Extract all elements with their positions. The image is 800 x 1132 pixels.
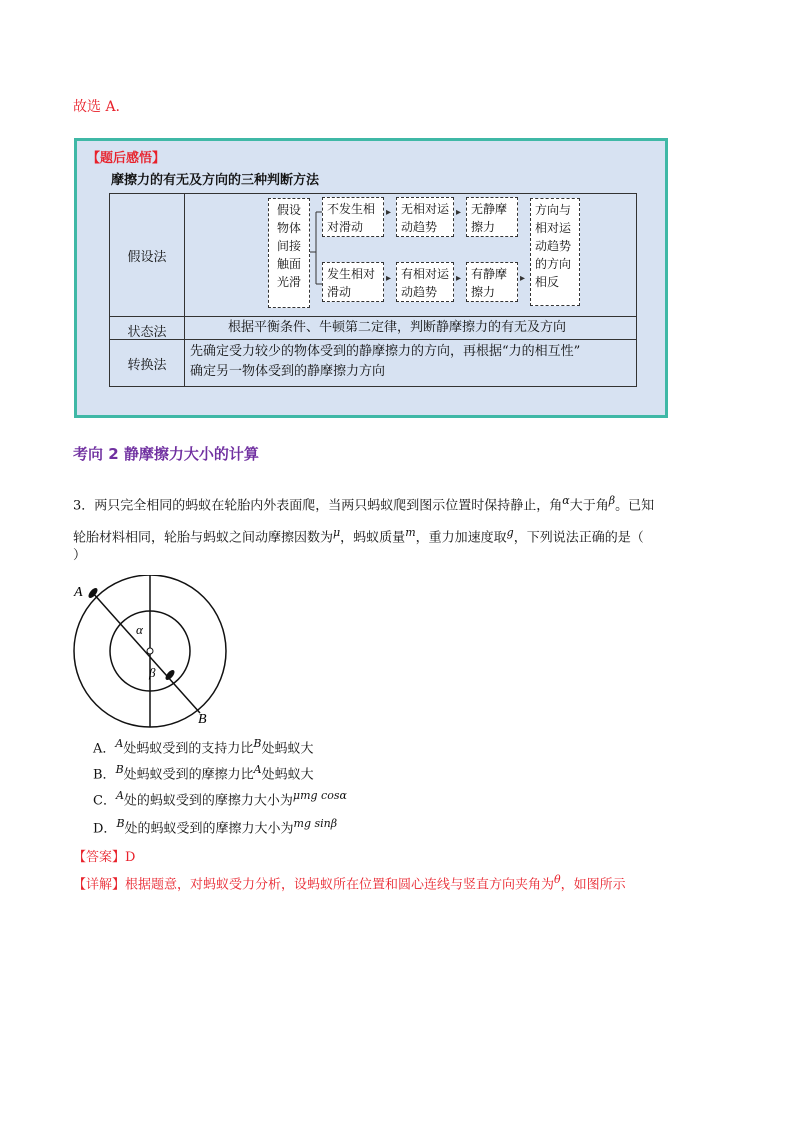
question-text: 大于角 xyxy=(569,498,609,514)
option-a[interactable] xyxy=(93,737,313,756)
math-beta: β xyxy=(608,494,616,507)
detail-text: 根据题意，对蚂蚁受力分析，设蚂蚁所在位置和圆心连线与竖直方向夹角为 xyxy=(125,877,555,893)
table-divider xyxy=(184,194,185,386)
math-formula: μmg cosα xyxy=(292,789,347,802)
detail-text: ，如图所示 xyxy=(560,877,626,893)
flow-branch xyxy=(310,194,322,314)
flow-bot-3: 有静摩擦力 xyxy=(466,262,518,302)
flow-end: 方向与相对运动趋势的方向相反 xyxy=(530,198,580,306)
detail-label: 【详解】 xyxy=(73,877,126,893)
tire-figure xyxy=(70,575,235,735)
arrow-icon: ▸ xyxy=(386,207,392,218)
question-line-1 xyxy=(73,490,733,517)
assume-label: 假设法 xyxy=(127,250,167,265)
option-letter: D． xyxy=(93,821,117,837)
flow-top-1: 不发生相对滑动 xyxy=(322,197,384,237)
math-symbol: A xyxy=(115,789,124,802)
option-letter: C． xyxy=(93,793,116,809)
flow-bot-2: 有相对运动趋势 xyxy=(396,262,454,302)
math-symbol: B xyxy=(116,817,125,830)
option-text: 处的蚂蚁受到的摩擦力大小为 xyxy=(124,821,294,837)
answer-label: 【答案】D xyxy=(73,850,136,865)
option-text: 处蚂蚁大 xyxy=(261,767,314,783)
center-point xyxy=(147,648,153,654)
question-text: 轮胎材料相同，轮胎与蚂蚁之间动摩擦因数为 xyxy=(73,530,334,546)
question-line-3: ） xyxy=(73,548,87,563)
option-text: 处的蚂蚁受到的摩擦力大小为 xyxy=(123,793,293,809)
state-label: 状态法 xyxy=(127,325,167,340)
math-alpha: α xyxy=(562,494,570,507)
option-b[interactable] xyxy=(93,763,314,782)
math-symbol: B xyxy=(253,737,262,750)
math-g: g xyxy=(506,526,514,539)
flow-top-3: 无静摩擦力 xyxy=(466,197,518,237)
state-text: 根据平衡条件、牛顿第二定律，判断静摩擦力的有无及方向 xyxy=(228,320,567,335)
option-text: 处蚂蚁受到的摩擦力比 xyxy=(123,767,254,783)
label-alpha: α xyxy=(136,622,143,637)
math-symbol: B xyxy=(115,763,124,776)
question-text: ，下列说法正确的是（ xyxy=(513,530,644,546)
table-row-divider xyxy=(110,316,636,317)
label-A: A xyxy=(74,585,83,600)
arrow-icon: ▸ xyxy=(456,207,462,218)
convert-text-2: 确定另一物体受到的静摩擦力方向 xyxy=(190,364,386,379)
option-d[interactable] xyxy=(93,817,337,836)
arrow-icon: ▸ xyxy=(386,273,392,284)
question-text: ，重力加速度取 xyxy=(415,530,507,546)
flow-bot-1: 发生相对滑动 xyxy=(322,262,384,302)
summary-tag: 【题后感悟】 xyxy=(87,151,166,166)
methods-table xyxy=(109,193,637,387)
arrow-icon: ▸ xyxy=(456,273,462,284)
previous-answer: 故选 A. xyxy=(73,99,121,115)
option-c[interactable] xyxy=(93,789,347,808)
summary-heading: 摩擦力的有无及方向的三种判断方法 xyxy=(111,173,320,188)
convert-text-1: 先确定受力较少的物体受到的静摩擦力的方向，再根据“力的相互性” xyxy=(190,344,581,359)
table-row-divider xyxy=(110,339,636,340)
label-B: B xyxy=(198,712,207,727)
question-text: 3．两只完全相同的蚂蚁在轮胎内外表面爬，当两只蚂蚁爬到图示位置时保持静止，角 xyxy=(73,498,563,514)
flow-start: 假设物体间接触面光滑 xyxy=(268,198,310,308)
question-text: ，蚂蚁质量 xyxy=(340,530,406,546)
summary-box xyxy=(74,138,668,418)
math-symbol: A xyxy=(115,737,124,750)
math-m: m xyxy=(405,526,416,539)
option-letter: A． xyxy=(93,741,116,757)
detail-line xyxy=(73,873,626,892)
math-theta: θ xyxy=(554,873,561,886)
flow-top-2: 无相对运动趋势 xyxy=(396,197,454,237)
math-symbol: A xyxy=(253,763,262,776)
diagonal-line xyxy=(92,592,200,713)
arrow-icon: ▸ xyxy=(520,273,526,284)
assumption-flowchart xyxy=(190,194,635,314)
option-text: 处蚂蚁大 xyxy=(261,741,314,757)
math-mu: μ xyxy=(333,526,341,539)
math-formula: mg sinβ xyxy=(293,817,338,830)
label-beta: β xyxy=(149,665,156,680)
section-title: 考向 2 静摩擦力大小的计算 xyxy=(73,445,259,463)
option-letter: B． xyxy=(93,767,116,783)
option-text: 处蚂蚁受到的支持力比 xyxy=(123,741,254,757)
question-text: 。已知 xyxy=(615,498,655,514)
convert-label: 转换法 xyxy=(127,358,167,373)
